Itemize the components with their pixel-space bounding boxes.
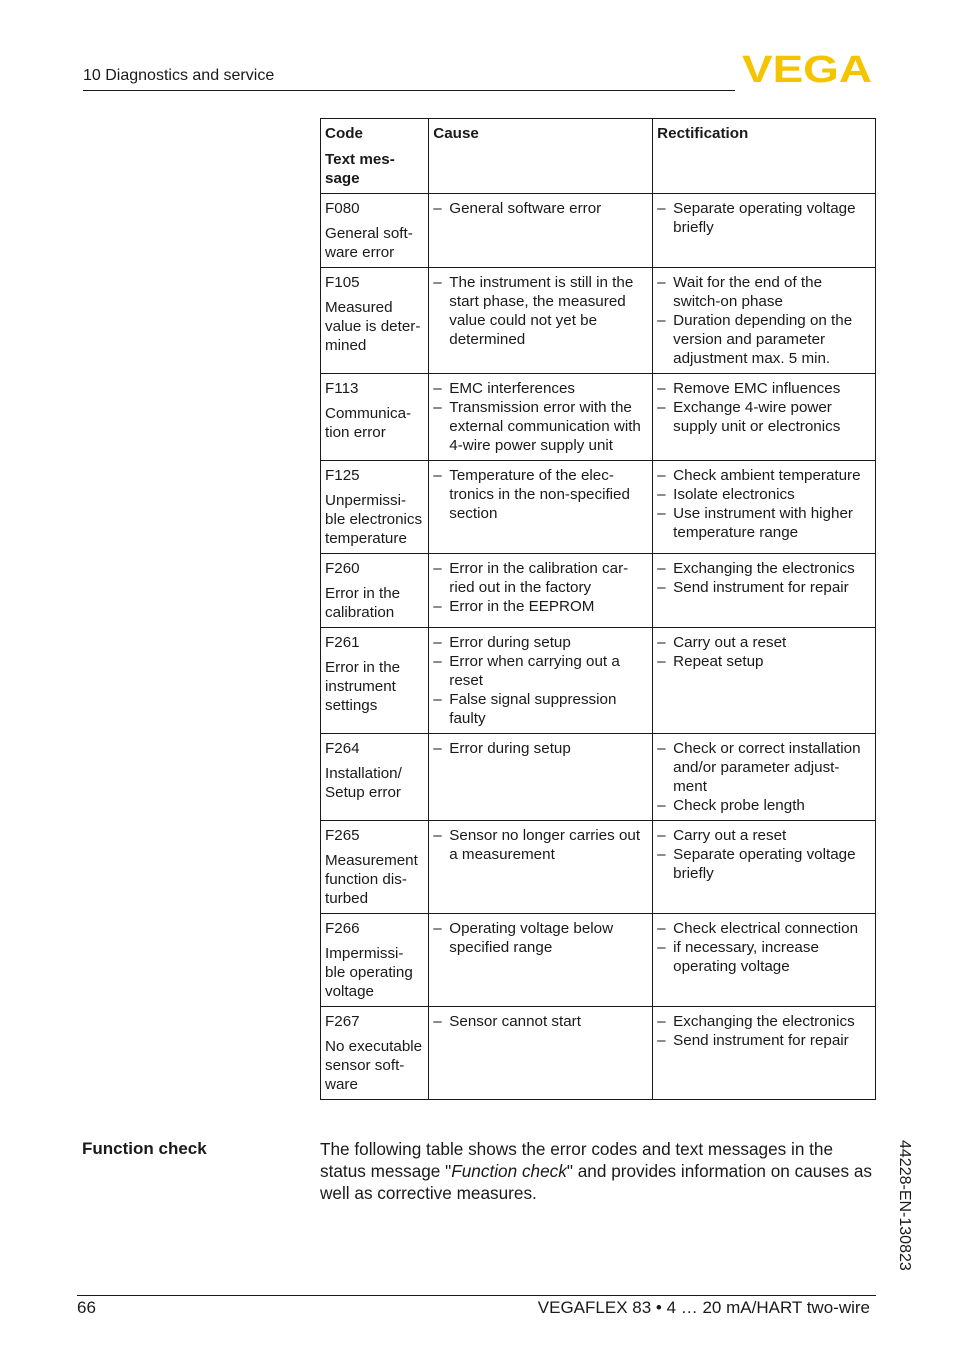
cause-cell (429, 374, 653, 461)
cause-list (433, 273, 648, 349)
cause-item: – Error in the calibration car-ried out in the factory (433, 559, 648, 597)
error-message: Error in the instrument settings (325, 659, 401, 714)
document-code: 44228-EN-130823 (896, 1140, 913, 1271)
rectification-item: – Send instrument for repair (657, 1031, 871, 1050)
cause-item: – Transmission error with the external communication with 4-wire power supply unit (433, 398, 648, 455)
table-row (321, 268, 876, 374)
para-text-1: The following table shows the error codes and text messages in the status message " (320, 1139, 834, 1181)
error-message: Unpermissi- ble electronics temperature (325, 492, 423, 547)
cause-cell (429, 628, 653, 734)
footer-product: VEGAFLEX 83 • 4 … 20 mA/HART two-wire (537, 1298, 870, 1317)
rectification-item: – Exchanging the electronics (657, 559, 871, 578)
table-row (321, 734, 876, 821)
code-cell (321, 374, 429, 461)
table-row (321, 374, 876, 461)
error-code-table (320, 118, 876, 1100)
table-row (321, 914, 876, 1007)
rectification-cell (653, 194, 876, 268)
code-cell (321, 268, 429, 374)
cause-item: – The instrument is still in the start phase, the measured value could not yet be determined (433, 273, 648, 349)
rectification-item: – Separate operating voltage briefly (657, 845, 871, 883)
error-code: F125 (325, 467, 360, 484)
table-header-row (321, 119, 876, 194)
rectification-item: – Isolate electronics (657, 485, 871, 504)
cause-list (433, 379, 648, 455)
cause-item: – Error in the EEPROM (433, 597, 648, 616)
cause-cell (429, 194, 653, 268)
error-message: Measured value is deter- mined (325, 299, 421, 354)
page-number: 66 (77, 1298, 96, 1317)
cause-cell (429, 734, 653, 821)
rectification-list (657, 739, 871, 815)
table-row (321, 194, 876, 268)
code-cell (321, 194, 429, 268)
rectification-list (657, 826, 871, 883)
rectification-cell (653, 734, 876, 821)
vega-logo (742, 52, 874, 84)
cause-item: – General software error (433, 199, 648, 218)
error-message: No executable sensor soft- ware (325, 1038, 423, 1093)
cause-item: – Error when carrying out a reset (433, 652, 648, 690)
header-text-message: Text mes- sage (325, 151, 395, 187)
header-rule (83, 90, 735, 91)
rectification-item: – Carry out a reset (657, 633, 871, 652)
cause-list (433, 633, 648, 728)
error-message: Installation/ Setup error (325, 765, 402, 801)
error-code: F264 (325, 740, 360, 757)
rectification-cell (653, 628, 876, 734)
header-code-cell (321, 119, 429, 194)
footer-rule (77, 1295, 876, 1296)
cause-cell (429, 821, 653, 914)
rectification-item: – Wait for the end of the switch-on phase (657, 273, 871, 311)
code-cell (321, 734, 429, 821)
rectification-item: – Repeat setup (657, 652, 871, 671)
rectification-cell (653, 268, 876, 374)
para-italic: Function check (451, 1161, 567, 1181)
rectification-cell (653, 821, 876, 914)
rectification-item: – Check electrical connection (657, 919, 871, 938)
rectification-cell (653, 374, 876, 461)
error-code: F260 (325, 560, 360, 577)
cause-list (433, 466, 648, 523)
cause-list (433, 919, 648, 957)
cause-cell (429, 1007, 653, 1100)
rectification-item: – Exchanging the electronics (657, 1012, 871, 1031)
function-check-heading: Function check (82, 1139, 207, 1158)
rectification-cell (653, 914, 876, 1007)
table-row (321, 628, 876, 734)
code-cell (321, 628, 429, 734)
error-code: F265 (325, 827, 360, 844)
cause-list (433, 739, 648, 758)
error-code: F261 (325, 634, 360, 651)
error-message: Error in the calibration (325, 585, 401, 621)
rectification-item: – Check or correct installation and/or parameter adjust-ment (657, 739, 871, 796)
code-cell (321, 914, 429, 1007)
error-message: Impermissi- ble operating voltage (325, 945, 413, 1000)
cause-cell (429, 554, 653, 628)
error-code: F266 (325, 920, 360, 937)
rectification-list (657, 633, 871, 671)
cause-item: – Temperature of the elec-tronics in the non-specified section (433, 466, 648, 523)
para-text-2: " and provides information on causes as well as corrective measures. (320, 1161, 873, 1203)
cause-item: – Operating voltage below specified range (433, 919, 648, 957)
rectification-item: – Check ambient temperature (657, 466, 871, 485)
table-row (321, 461, 876, 554)
code-cell (321, 554, 429, 628)
cause-cell (429, 461, 653, 554)
cause-cell (429, 914, 653, 1007)
cause-list (433, 1012, 648, 1031)
rectification-list (657, 379, 871, 436)
rectification-list (657, 919, 871, 976)
table-row (321, 1007, 876, 1100)
table-row (321, 554, 876, 628)
rectification-item: – Check probe length (657, 796, 871, 815)
cause-item: – Error during setup (433, 633, 648, 652)
code-cell (321, 821, 429, 914)
rectification-item: – if necessary, increase operating voltage (657, 938, 871, 976)
error-code: F105 (325, 274, 360, 291)
header-code: Code (325, 125, 363, 142)
code-cell (321, 461, 429, 554)
rectification-item: – Send instrument for repair (657, 578, 871, 597)
cause-cell (429, 268, 653, 374)
cause-item: – Sensor no longer carries out a measurement (433, 826, 648, 864)
error-code: F080 (325, 200, 360, 217)
rectification-cell (653, 554, 876, 628)
section-title: 10 Diagnostics and service (83, 67, 275, 84)
rectification-cell (653, 461, 876, 554)
cause-list (433, 559, 648, 616)
error-message: General soft- ware error (325, 225, 413, 261)
cause-list (433, 199, 648, 218)
rectification-item: – Separate operating voltage briefly (657, 199, 871, 237)
rectification-item: – Remove EMC influences (657, 379, 871, 398)
error-code: F267 (325, 1013, 360, 1030)
header-cause: Cause (429, 119, 653, 194)
svg-text:VEGA: VEGA (742, 52, 872, 84)
rectification-list (657, 559, 871, 597)
function-check-paragraph (320, 1138, 880, 1204)
rectification-list (657, 199, 871, 237)
rectification-item: – Use instrument with higher temperature range (657, 504, 871, 542)
rectification-list (657, 1012, 871, 1050)
rectification-list (657, 273, 871, 368)
cause-list (433, 826, 648, 864)
cause-item: – Sensor cannot start (433, 1012, 648, 1031)
cause-item: – False signal suppression faulty (433, 690, 648, 728)
error-message: Communica- tion error (325, 405, 412, 441)
rectification-cell (653, 1007, 876, 1100)
cause-item: – EMC interferences (433, 379, 648, 398)
rectification-item: – Carry out a reset (657, 826, 871, 845)
error-message: Measurement function dis- turbed (325, 852, 418, 907)
rectification-item: – Duration depending on the version and parameter adjustment max. 5 min. (657, 311, 871, 368)
cause-item: – Error during setup (433, 739, 648, 758)
table-row (321, 821, 876, 914)
rectification-list (657, 466, 871, 542)
rectification-item: – Exchange 4-wire power supply unit or electronics (657, 398, 871, 436)
error-code: F113 (325, 380, 359, 397)
code-cell (321, 1007, 429, 1100)
header-rectification: Rectification (653, 119, 876, 194)
